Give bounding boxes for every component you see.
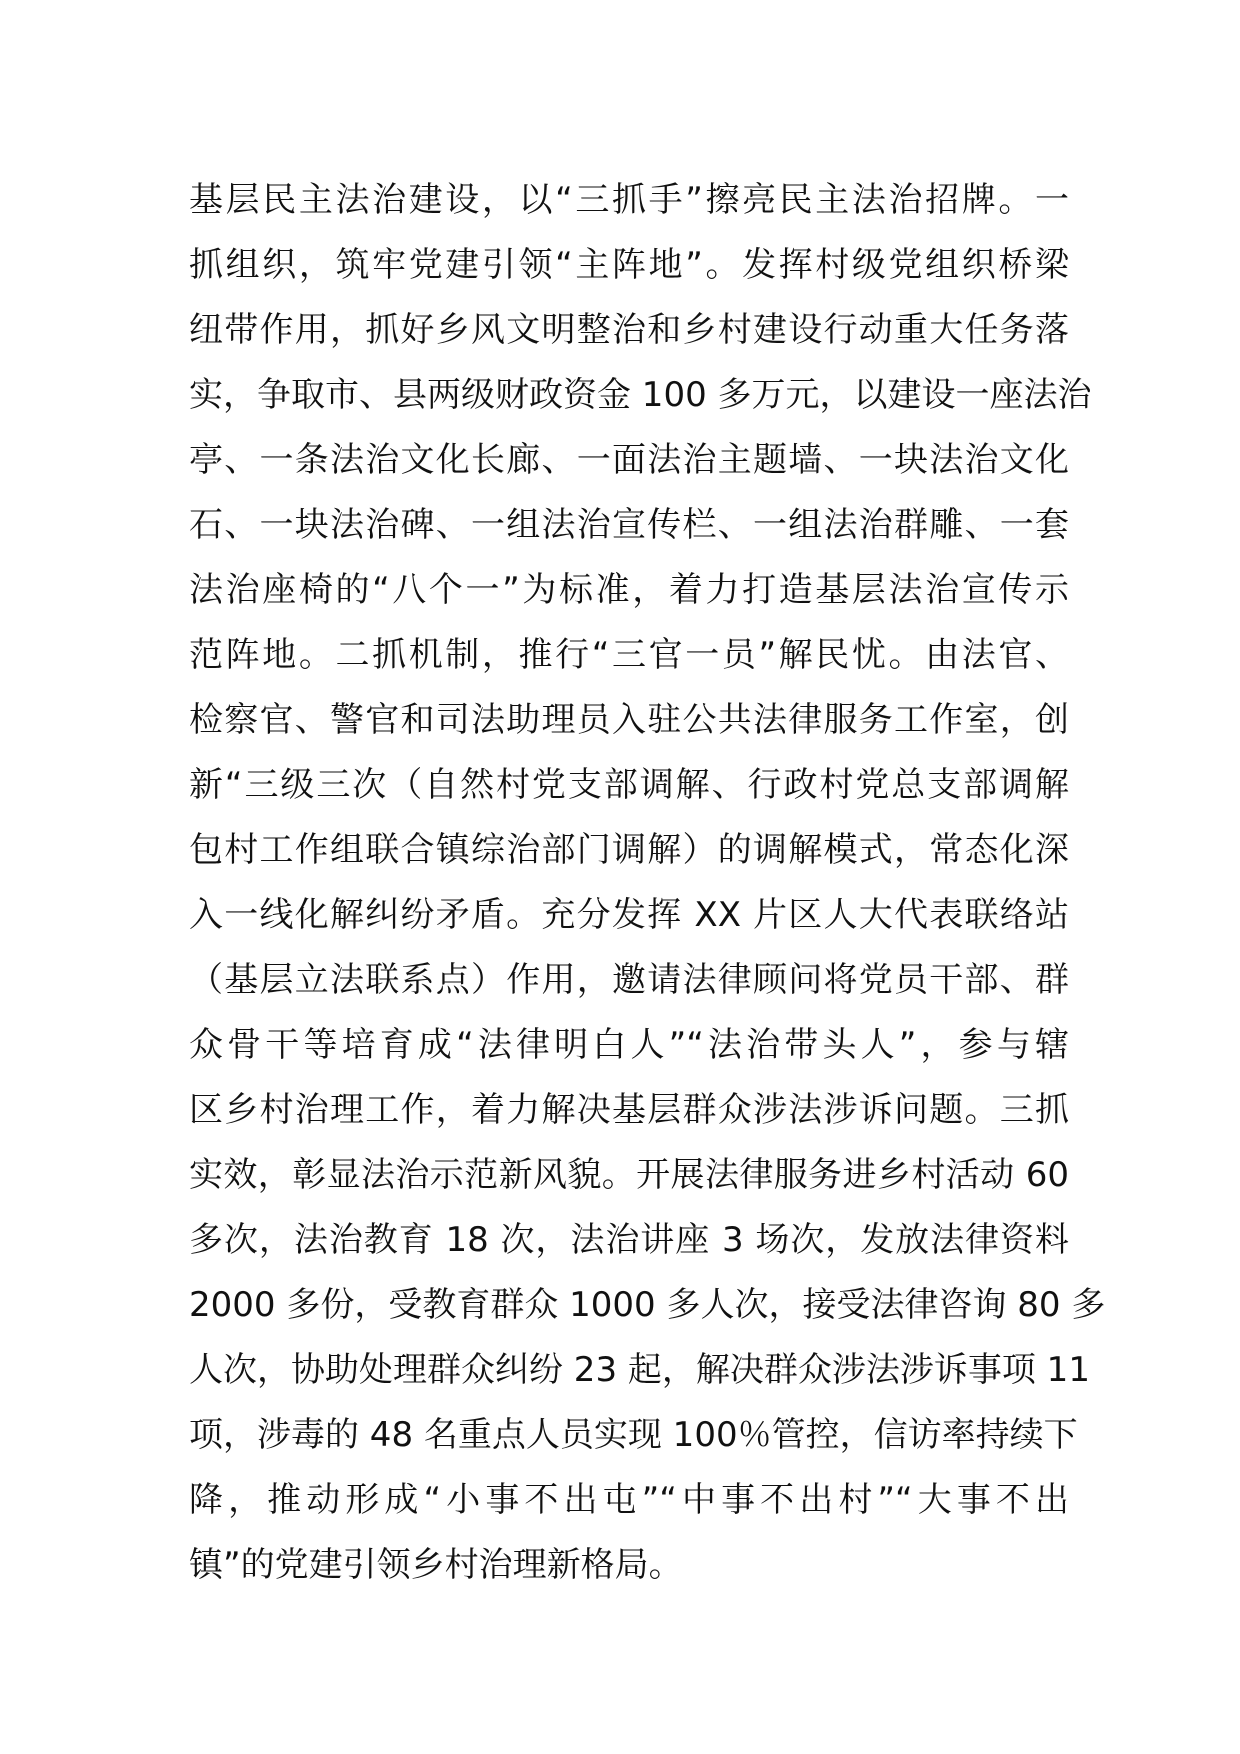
paragraph-line: 多次，法治教育 18 次，法治讲座 3 场次，发放法律资料 (189, 1220, 1069, 1260)
paragraph-line: 范阵地。二抓机制，推行“三官一员”解民忧。由法官、 (189, 635, 1069, 675)
paragraph-line: 镇”的党建引领乡村治理新格局。 (189, 1545, 683, 1585)
paragraph-line: 项，涉毒的 48 名重点人员实现 100％管控，信访率持续下 (189, 1415, 1078, 1455)
paragraph-line: 检察官、警官和司法助理员入驻公共法律服务工作室，创 (189, 700, 1069, 740)
paragraph-line: 人次，协助处理群众纠纷 23 起，解决群众涉法涉诉事项 11 (189, 1350, 1090, 1390)
paragraph-line: （基层立法联系点）作用，邀请法律顾问将党员干部、群 (189, 960, 1069, 1000)
paragraph-line: 石、一块法治碑、一组法治宣传栏、一组法治群雕、一套 (189, 505, 1069, 545)
paragraph-line: 实，争取市、县两级财政资金 100 多万元，以建设一座法治 (189, 375, 1092, 415)
paragraph-line: 区乡村治理工作，着力解决基层群众涉法涉诉问题。三抓 (189, 1090, 1069, 1130)
paragraph-line: 新“三级三次（自然村党支部调解、行政村党总支部调解 (189, 765, 1069, 805)
paragraph-line: 纽带作用，抓好乡风文明整治和乡村建设行动重大任务落 (189, 310, 1069, 350)
paragraph-line: 基层民主法治建设，以“三抓手”擦亮民主法治招牌。一 (189, 180, 1069, 220)
paragraph-line: 抓组织，筑牢党建引领“主阵地”。发挥村级党组织桥梁 (189, 245, 1069, 285)
paragraph-line: 实效，彰显法治示范新风貌。开展法律服务进乡村活动 60 (189, 1155, 1069, 1195)
paragraph-line: 2000 多份，受教育群众 1000 多人次，接受法律咨询 80 多 (189, 1285, 1106, 1325)
paragraph-line: 包村工作组联合镇综治部门调解）的调解模式，常态化深 (189, 830, 1069, 870)
paragraph-line: 降，推动形成“小事不出屯”“中事不出村”“大事不出 (189, 1480, 1069, 1520)
paragraph-line: 众骨干等培育成“法律明白人”“法治带头人”，参与辖 (189, 1025, 1069, 1065)
paragraph-line: 法治座椅的“八个一”为标准，着力打造基层法治宣传示 (189, 570, 1069, 610)
body-paragraph (189, 168, 1106, 1598)
paragraph-line: 亭、一条法治文化长廊、一面法治主题墙、一块法治文化 (189, 440, 1069, 480)
paragraph-line: 入一线化解纠纷矛盾。充分发挥 XX 片区人大代表联络站 (189, 895, 1069, 935)
